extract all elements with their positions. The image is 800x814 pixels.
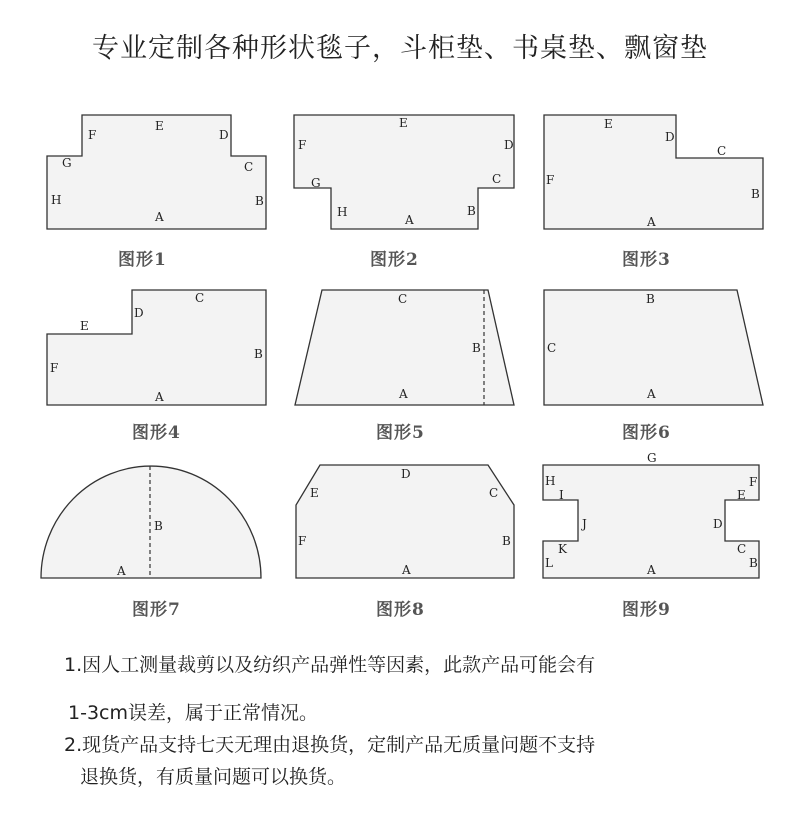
figure-2-label-h: H [337,205,348,219]
figure-8-label-d: D [401,467,411,481]
figure-7-label-a: A [117,564,126,578]
figure-9-label-a: A [647,563,656,577]
note-line-2: 1-3cm误差，属于正常情况。 [68,702,318,724]
figure-2-label-f: F [298,138,307,152]
figure-1-label-f: F [88,128,97,142]
figure-1-label-h: H [51,193,62,207]
figure-6-label-a: A [647,387,656,401]
figure-6-label-b: B [646,292,655,306]
figure-3-caption: 图形3 [622,250,671,270]
figure-3-label-a: A [647,215,656,229]
figure-7-caption: 图形7 [132,600,181,620]
figure-4-label-a: A [155,390,164,404]
figure-6 [544,290,763,443]
figure-8-label-f: F [298,534,307,548]
figure-9-label-b: B [749,556,758,570]
figure-2-label-c: C [492,172,502,186]
figure-5-label-a: A [399,387,408,401]
figure-9-label-g: G [647,451,657,465]
page-title: 专业定制各种形状毯子，斗柜垫、书桌垫、飘窗垫 [92,33,708,64]
figure-1-label-c: C [244,160,254,174]
figure-9 [543,451,759,620]
figure-9-label-d: D [713,517,723,531]
figure-9-label-e: E [737,488,746,502]
figure-1-caption: 图形1 [118,250,167,270]
figure-8-caption: 图形8 [376,600,425,620]
note-line-3: 2.现货产品支持七天无理由退换货，定制产品无质量问题不支持 [64,734,596,756]
figure-2-caption: 图形2 [370,250,419,270]
figure-1-label-e: E [155,119,164,133]
figure-4-caption: 图形4 [132,423,181,443]
figure-8-label-a: A [402,563,411,577]
figure-3-label-e: E [604,117,613,131]
figure-9-label-h: H [545,474,556,488]
figure-3-shape [544,115,763,229]
figure-6-caption: 图形6 [622,423,671,443]
figure-9-label-f: F [749,475,758,489]
figure-4 [47,290,266,443]
figure-9-label-c: C [737,542,747,556]
note-line-1: 1.因人工测量裁剪以及纺织产品弹性等因素，此款产品可能会有 [64,654,596,676]
figure-5-caption: 图形5 [376,423,425,443]
figure-2-shape [294,115,514,229]
figure-7-label-b: B [154,519,163,533]
figure-4-label-e: E [80,319,89,333]
figure-2 [294,115,514,270]
figure-6-label-c: C [547,341,557,355]
figure-3-label-d: D [665,130,675,144]
figure-1-label-g: G [62,156,72,170]
figure-4-label-f: F [50,361,59,375]
figure-2-label-e: E [399,116,408,130]
figure-1-label-b: B [255,194,264,208]
figure-9-shape [543,465,759,578]
figure-3-label-c: C [717,144,727,158]
figure-4-shape [47,290,266,405]
figure-5-label-b: B [472,341,481,355]
figure-2-label-g: G [311,176,321,190]
figure-4-label-b: B [254,347,263,361]
figure-9-label-j: J [582,517,587,531]
figure-1 [47,115,266,270]
figure-4-label-c: C [195,291,205,305]
figure-8-shape [296,465,514,578]
figure-2-label-a: A [405,213,414,227]
figure-3 [544,115,763,270]
figure-3-label-f: F [546,173,555,187]
note-line-4: 退换货，有质量问题可以换货。 [80,766,347,788]
figure-7 [41,466,261,620]
figure-8-label-b: B [502,534,511,548]
figure-2-label-d: D [504,138,514,152]
figure-9-label-i: I [559,488,564,502]
figure-5 [295,290,514,443]
figure-1-label-d: D [219,128,229,142]
figure-9-caption: 图形9 [622,600,671,620]
figure-8 [296,465,514,620]
figure-7-shape [41,466,261,578]
figure-2-label-b: B [467,204,476,218]
figure-8-label-c: C [489,486,499,500]
figure-9-label-l: L [545,556,553,570]
figure-9-label-k: K [558,542,567,556]
figure-3-label-b: B [751,187,760,201]
figure-1-label-a: A [155,210,164,224]
figure-8-label-e: E [310,486,319,500]
figure-5-label-c: C [398,292,408,306]
figure-4-label-d: D [134,306,144,320]
